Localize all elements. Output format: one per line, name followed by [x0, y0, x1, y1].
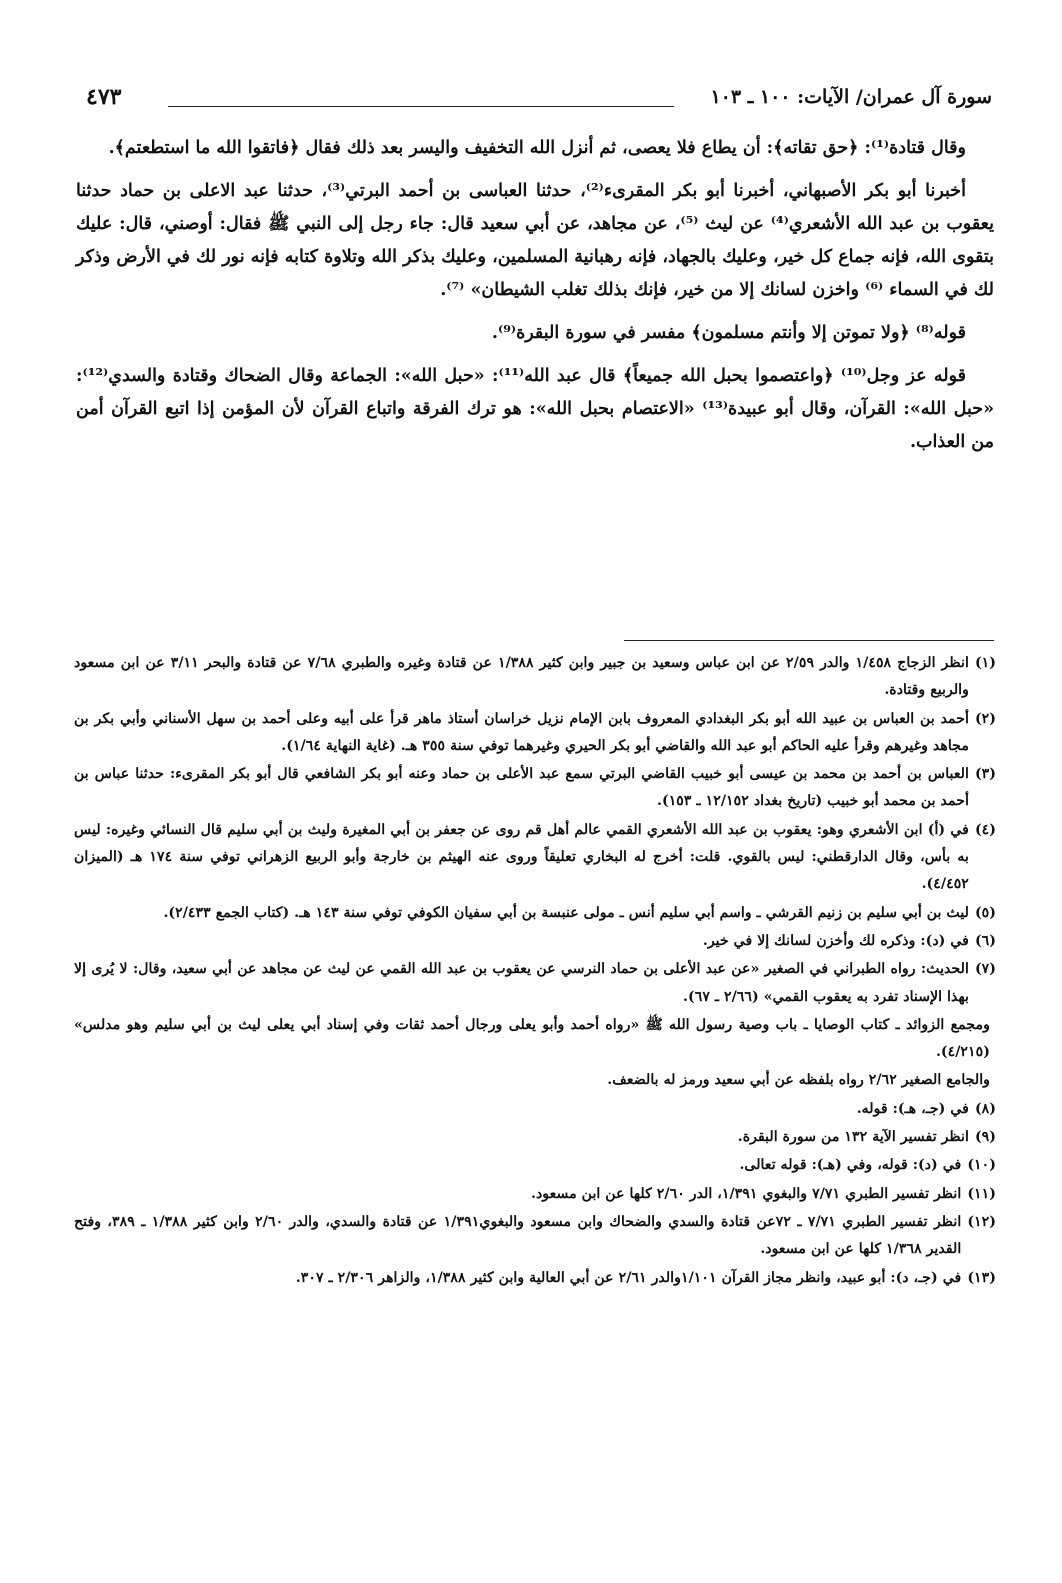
footnote-text: في (د): وذكره لك وأخزن لسانك إلا في خير.	[702, 932, 969, 949]
paragraph-muslimun: قوله⁽⁸⁾ ﴿ولا تموتن إلا وأنتم مسلمون﴾ مفسر في سورة البقرة⁽⁹⁾.	[491, 323, 966, 343]
footnote	[74, 928, 996, 955]
footnote	[74, 1152, 996, 1179]
footnote-number	[990, 1067, 996, 1094]
footnote-text: أحمد بن العباس بن عبيد الله أبو بكر البغدادي المعروف بابن الإمام نزيل خراسان أستاذ ماهر قرأ على أبيه وعلى أحمد بن سهل الأسناني وأبي بكر بن مجاهد وغيرهم وقرأ عليه الحاكم أبو عبد الله والقاضي أبو بكر الحيري وغيرهما توفي سنة ٣٥٥ هـ. (غاية النهاية ١/٦٤).	[74, 710, 969, 754]
footnote	[74, 1124, 996, 1151]
footnote	[74, 817, 996, 899]
footnote-number: (١)	[974, 655, 996, 671]
running-title: سورة آل عمران/ الآيات: ١٠٠ ـ ١٠٣	[710, 86, 992, 108]
footnote	[74, 650, 996, 705]
footnote	[74, 1067, 996, 1094]
footnote-number: (٨)	[974, 1100, 996, 1117]
footnote	[74, 706, 996, 761]
footnote-number: (٩)	[974, 1129, 996, 1146]
footnote-text: العباس بن أحمد بن محمد بن عيسى أبو خبيب القاضي البرتي سمع عبد الأعلى بن حماد وعنه أبو بكر الشافعي قال أبو بكر المقرىء: حدثنا عباس بن أحمد بن محمد أبو خبيب (تاريخ بغداد ١٢/١٥٢ ـ ١٥٣).	[74, 766, 969, 810]
main-text	[76, 132, 994, 469]
header-rule	[168, 106, 674, 107]
page-header	[86, 84, 992, 118]
footnote-text: في (د): قوله، وفي (هـ): قوله تعالى.	[739, 1157, 962, 1174]
footnote-number: (٣)	[974, 766, 996, 783]
footnote-number: (١٢)	[967, 1213, 996, 1230]
paragraph-itasimu: قوله عز وجل⁽¹⁰⁾ ﴿واعتصموا بحبل الله جميعاً﴾ قال عبد الله⁽¹¹⁾: «حبل الله»: الجماعة وقال الضحاك وقتادة والسدي⁽¹²⁾: «حبل الله»: القرآن، وقال أبو عبيدة⁽¹³⁾ «الاعتصام بحبل الله»: هو ترك الفرقة واتباع القرآن لأن المؤمن إذا اتبع القرآن أمن من العذاب.	[76, 366, 995, 452]
paragraph-hadith: أخبرنا أبو بكر الأصبهاني، أخبرنا أبو بكر المقرىء⁽²⁾، حدثنا العباسى بن أحمد البرتي⁽³⁾، حدثنا عبد الاعلى بن حماد حدثنا يعقوب بن عبد الله الأشعري⁽⁴⁾ عن ليث ⁽⁵⁾، عن مجاهد، عن أبي سعيد قال: جاء رجل إلى النبي ﷺ فقال: أوصني، قال: عليك بتقوى الله، فإنه جماع كل خير، وعليك بالجهاد، فإنه رهبانية المسلمين، وعليك بذكر الله وتلاوة كتابه فإنه نور لك في الأرض وذكر لك في السماء ⁽⁶⁾ واخزن لسانك إلا من خير، فإنك بذلك تغلب الشيطان» ⁽⁷⁾.	[76, 181, 994, 300]
footnote	[74, 900, 996, 927]
footnote	[74, 1209, 996, 1264]
footnotes	[74, 650, 996, 1293]
footnote-number: (٦)	[974, 932, 996, 949]
footnote-text: في (أ) ابن الأشعري وهو: يعقوب بن عبد الله الأشعري القمي عالم أهل قم روى عن جعفر بن أبي المغيرة وليث بن أبي سليم قال النسائي وغيره: ليس به بأس، وقال الدارقطني: ليس بالقوي. قلت: أخرج له البخاري تعليقاً وروى عنه الهيثم بن خارجة وأبو الربيع الزهراني توفي سنة ١٧٤ هـ (الميزان ٤/٤٥٢).	[74, 821, 969, 893]
footnote-text: في (جـ، د): أبو عبيد، وانظر مجاز القرآن ١/١٠١والدر ٢/٦١ عن أبي العالية وابن كثير ١/٣٨٨، والزاهر ٢/٣٠٦ ـ ٣٠٧.	[295, 1269, 962, 1286]
footnote-text: انظر تفسير الآية ١٣٢ من سورة البقرة.	[737, 1129, 969, 1146]
footnote	[74, 1265, 996, 1292]
footnote-text: في (جـ، هـ): قوله.	[856, 1100, 969, 1117]
footnote-number: (٧)	[974, 961, 996, 978]
footnote-number: (٢)	[974, 710, 996, 727]
footnote	[74, 1096, 996, 1123]
footnote-separator	[624, 640, 994, 641]
footnote-number: (٤)	[974, 821, 996, 838]
footnote-text: انظر الزجاج ١/٤٥٨ والدر ٢/٥٩ عن ابن عباس وسعيد بن جبير وابن كثير ١/٣٨٨ عن قتادة وغيره والطبري ٧/٦٨ عن قتادة والبحر ٣/١١ عن ابن مسعود والربيع وقتادة.	[74, 655, 969, 699]
footnote-number	[990, 1012, 996, 1067]
footnote-text: الحديث: رواه الطبراني في الصغير «عن عبد الأعلى بن حماد النرسي عن يعقوب بن عبد الله القمي عن ليث عن مجاهد عن أبي سعيد، وقال: لا يُرى إلا بهذا الإسناد تفرد به يعقوب القمي» (٢/٦٦ ـ ٦٧).	[74, 961, 969, 1005]
footnote	[74, 1181, 996, 1208]
footnote-text: انظر تفسير الطبري ٧/٧١ والبغوي ١/٣٩١، الدر ٢/٦٠ كلها عن ابن مسعود.	[531, 1185, 962, 1202]
footnote-number: (١٣)	[967, 1269, 996, 1286]
footnote	[74, 1012, 996, 1067]
paragraph-qatada: وقال قتادة⁽¹⁾: ﴿حق تقاته﴾: أن يطاع فلا يعصى، ثم أنزل الله التخفيف واليسر بعد ذلك فقال ﴿فاتقوا الله ما استطعتم﴾.	[108, 138, 966, 158]
page-number: ٤٧٣	[86, 84, 122, 110]
footnote-text: ومجمع الزوائد ـ كتاب الوصايا ـ باب وصية رسول الله ﷺ «رواه أحمد وأبو يعلى ورجال أحمد ثقات وفي إسناد أبي يعلى ليث بن أبي سليم وهو مدلس» (٤/٢١٥).	[74, 1016, 990, 1061]
footnote	[74, 761, 996, 816]
footnote	[74, 956, 996, 1011]
footnote-text: انظر تفسير الطبري ٧/٧١ ـ ٧٢عن قتادة والسدي والضحاك وابن مسعود والبغوي١/٣٩١ عن قتادة والسدي، والدر ٢/٦٠ وابن كثير ١/٣٨٨ ـ ٣٨٩، وفتح القدير ١/٣٦٨ كلها عن ابن مسعود.	[74, 1213, 962, 1258]
footnote-text: ليث بن أبي سليم بن زنيم القرشي ـ واسم أبي سليم أنس ـ مولى عنبسة بن أبي سفيان الكوفي توفي سنة ١٤٣ هـ. (كتاب الجمع ٢/٤٣٣).	[163, 904, 969, 921]
footnote-number: (١١)	[967, 1185, 996, 1202]
footnote-text: والجامع الصغير ٢/٦٢ رواه بلفظه عن أبي سعيد ورمز له بالضعف.	[607, 1072, 990, 1089]
footnote-number: (٥)	[974, 904, 996, 921]
footnote-number: (١٠)	[967, 1157, 996, 1174]
